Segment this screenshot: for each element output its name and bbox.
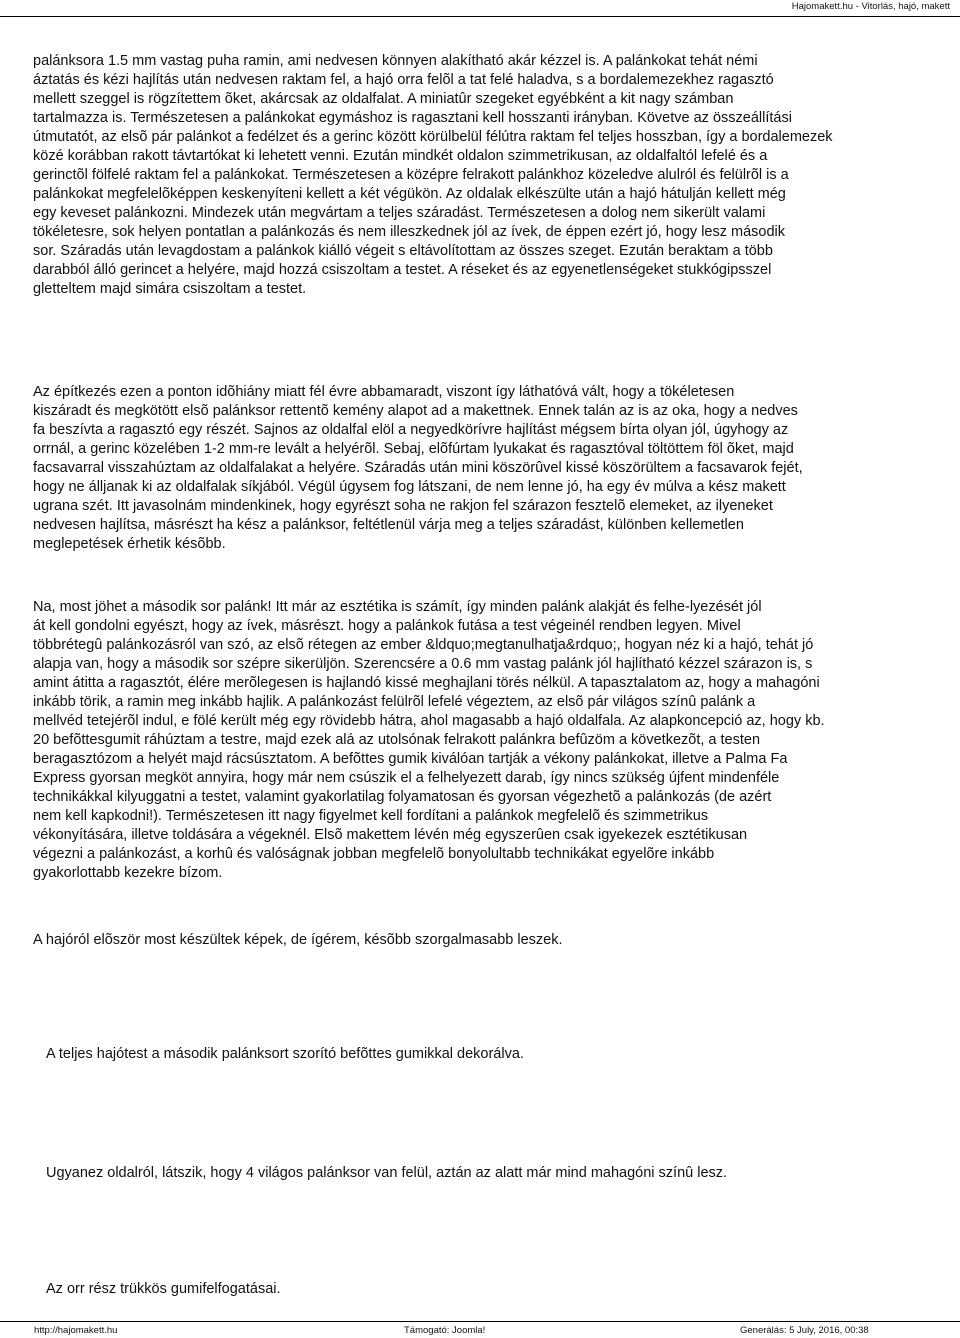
text-line: hogy ne álljanak ki az oldalfalak síkjából. Végül úgysem fog látszani, de nem lenne jó, ha egy év múlva a kész makett <box>33 479 786 495</box>
image-caption-2: Ugyanez oldalról, látszik, hogy 4 világos palánksor van felül, aztán az alatt már mind mahagóni színû lesz. <box>46 1165 728 1181</box>
text-line: 20 befõttesgumit ráhúztam a testre, majd ezek alá az utolsónak felrakott palánkra befûzöm a következõt, a testen <box>33 732 761 748</box>
text-line: Na, most jöhet a második sor palánk! Itt már az esztétika is számít, így minden palánk alakját és felhe-lyezését jól <box>33 599 762 615</box>
text-line: Express gyorsan megköt annyira, hogy már nem csúszik el a felhelyezett darab, így nincs szükség újfent mindenféle <box>33 770 780 786</box>
text-line: orrnál, a gerinc közelében 1-2 mm-re levált a helyérõl. Sebaj, elõfúrtam lyukakat és ragasztóval töltöttem föl õket, majd <box>33 441 794 457</box>
image-caption-1: A teljes hajótest a második palánksort szorító befõttes gumikkal dekorálva. <box>46 1046 524 1062</box>
text-line: áztatás és kézi hajlítás után nedvesen raktam fel, a hajó orra felõl a tat felé haladva, s a bordalemezekhez ragasztó <box>33 72 774 88</box>
text-line: darabból álló gerincet a helyére, majd hozzá csiszoltam a testet. A réseket és az egyenetlenségeket stukkógipsszel <box>33 262 772 278</box>
text-line: ugrana szét. Itt javasolnám mindenkinek, hogy egyrészt soha ne rakjon fel szárazon fesztelõ elemeket, az ilyeneket <box>33 498 773 514</box>
page-header <box>0 0 960 17</box>
text-line: inkább törik, a ramin meg inkább hajlik. A palánkozást felülrõl lefelé végeztem, az elsõ pár világos színû palánk a <box>33 694 756 710</box>
text-line: vékonyítására, illetve toldására a végeknél. Elsõ makettem lévén még egyszerûen csak igyekezek esztétikusan <box>33 827 748 843</box>
footer-support-text: Támogató: Joomla! <box>404 1325 486 1336</box>
text-line: többrétegû palánkozásról van szó, az elsõ rétegen az ember &ldquo;megtanulhatja&rdquo;, hogyan néz ki a hajó, tehát jó <box>33 637 814 653</box>
footer-generated-text: Generálás: 5 July, 2016, 00:38 <box>740 1325 869 1336</box>
article-paragraph-4 <box>33 931 563 950</box>
text-line: amint átitta a ragasztót, élére merõlegesen is hajlandó kissé meghajlani törés nélkül. A tapasztalatom az, hogy a mahagóni <box>33 675 820 691</box>
header-title: Hajomakett.hu - Vitorlás, hajó, makett <box>791 1 950 12</box>
text-line: gletteltem majd simára csiszoltam a testet. <box>33 281 307 297</box>
text-line: tökéletesre, sok helyen pontatlan a palánkozás és nem illeszkednek jól az ívek, de éppen ezért jó, hogy lesz második <box>33 224 786 240</box>
text-line: végezni a palánkozást, a korhû és valóságnak jobban megfelelõ bonyolultabb technikákat egyelõre inkább <box>33 846 715 862</box>
text-line: sor. Száradás után levagdostam a palánkok kiálló végeit s eltávolítottam az összes szeget. Ezután beraktam a több <box>33 243 773 259</box>
text-line: beragasztózom a helyét majd rácsúsztatom. A befõttes gumik kiválóan tartják a vékony palánkokat, illetve a Palma Fa <box>33 751 788 767</box>
text-line: egy keveset palánkozni. Mindezek után megvártam a teljes száradást. Természetesen a dolog nem sikerült valami <box>33 205 766 221</box>
article-paragraph-3 <box>33 598 825 883</box>
text-line: nem kell kapkodni!). Természetesen itt nagy figyelmet kell fordítani a palánkok megfelelõ és szimmetrikus <box>33 808 709 824</box>
text-line: palánksora 1.5 mm vastag puha ramin, ami nedvesen könnyen alakítható akár kézzel is. A palánkokat tehát némi <box>33 53 758 69</box>
text-line: Az építkezés ezen a ponton idõhiány miatt fél évre abbamaradt, viszont így láthatóvá vált, hogy a tökéletesen <box>33 384 735 400</box>
text-line: palánkokat megfelelõképpen keskenyíteni kellett a két végükön. Az oldalak elkészülte után a hajó hátulján kellett még <box>33 186 786 202</box>
text-line: fa beszívta a ragasztó egy részét. Sajnos az oldalfal elöl a negyedkörívre hajlítást mégsem bírta olyan jól, úgyhogy az <box>33 422 789 438</box>
text-line: facsavarral visszahúztam az oldalfalakat a helyére. Száradás után mini köszörûvel kissé köszörültem a facsavarok fejét, <box>33 460 803 476</box>
text-line: mellett szeggel is rögzítettem õket, akárcsak az oldalfalat. A miniatûr szegeket egyébként a kit nagy számban <box>33 91 734 107</box>
text-line: át kell gondolni egyészt, hogy az ívek, másrészt. hogy a palánkok futása a test végeinél rendben legyen. Mivel <box>33 618 741 634</box>
footer-site-url[interactable]: http://hajomakett.hu <box>34 1325 118 1336</box>
text-line: meglepetések érhetik késõbb. <box>33 536 226 552</box>
text-line: gerinctõl fölfelé raktam fel a palánkokat. Természetesen a középre felrakott palánkhoz közeledve alulról és felülrõl is a <box>33 167 789 183</box>
text-line: közé korábban rakott távtartókat ki lehetett venni. Ezután mindkét oldalon szimmetrikusan, az oldalfaltól lefelé és a <box>33 148 768 164</box>
text-line: kiszáradt és megkötött elsõ palánksor rettentõ kemény alapot ad a makettnek. Ennek talán az is az oka, hogy a nedves <box>33 403 798 419</box>
text-line: tartalmazza is. Természetesen a palánkokat egymáshoz is ragasztani kell hosszanti irányban. Követve az összeállítási <box>33 110 792 126</box>
article-paragraph-1 <box>33 52 833 299</box>
text-line: gyakorlottabb kezekre bízom. <box>33 865 223 881</box>
text-line: útmutatót, az elsõ pár palánkot a fedélzet és a gerinc között körülbelül félútra raktam fel teljes hosszban, így a bordalemezek <box>33 129 833 145</box>
text-line: mellvéd tetejérõl indul, e fölé került még egy rövidebb hátra, ahol magasabb a hajó oldalfala. Az alapkoncepció az, hogy kb. <box>33 713 825 729</box>
text-line: nedvesen hajlítsa, másrészt ha kész a palánksor, feltétlenül várja meg a teljes száradást, különben kellemetlen <box>33 517 744 533</box>
text-line: technikákkal kilyuggatni a testet, valamint gyakorlatilag folyamatosan és gyorsan végezhetõ a palánkozás (de azért <box>33 789 772 805</box>
text-line: A hajóról elõször most készültek képek, de ígérem, késõbb szorgalmasabb leszek. <box>33 932 563 948</box>
article-paragraph-2 <box>33 383 803 554</box>
page-footer <box>0 1321 960 1338</box>
image-caption-3: Az orr rész trükkös gumifelfogatásai. <box>46 1281 281 1297</box>
text-line: alapja van, hogy a második sor szépre sikerüljön. Szerencsére a 0.6 mm vastag palánk jól hajlítható kézzel szárazon is, s <box>33 656 813 672</box>
